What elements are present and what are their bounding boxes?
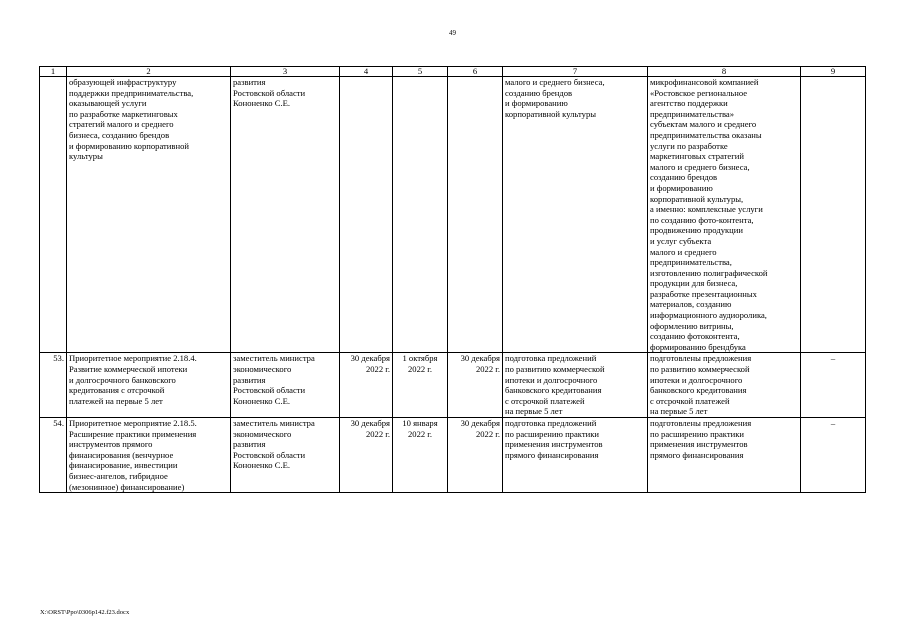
- cell-text-line: созданию брендов: [650, 172, 718, 183]
- cell-text-line: 2022 г.: [407, 364, 433, 375]
- cell-text-line: 30 декабря: [350, 418, 390, 428]
- actual-result-cell: [648, 353, 801, 418]
- cell-text-line: 53.: [53, 353, 64, 364]
- cell-text-line: развития: [233, 374, 266, 385]
- cell-text-line: культуры: [69, 151, 103, 162]
- cell-text-line: изготовлению полиграфической: [650, 267, 768, 278]
- expected-result-cell: [503, 353, 648, 418]
- notes-cell: [801, 353, 866, 418]
- row-number-cell: [40, 418, 67, 493]
- responsible-person-cell: [231, 353, 340, 418]
- cell-text-line: Кононенко С.Е.: [233, 98, 290, 109]
- activity-name-cell: [67, 77, 231, 353]
- responsible-person-cell: [231, 77, 340, 353]
- planned-date-cell: [340, 77, 393, 353]
- cell-text-line: 2022 г.: [475, 428, 500, 439]
- cell-text-line: малого и среднего бизнеса,: [650, 161, 750, 172]
- cell-text-line: продукции для бизнеса,: [650, 278, 738, 289]
- cell-text-line: корпоративной культуры,: [650, 193, 744, 204]
- table-row: [40, 418, 866, 493]
- footer-file-path: X:\ORST\Ppo\0306p142.f23.docx: [40, 609, 130, 616]
- cell-text-line: и формированию корпоративной: [69, 140, 189, 151]
- cell-text-line: (мезонинное) финансирование): [69, 481, 185, 492]
- cell-text-line: на первые 5 лет: [650, 406, 708, 417]
- table-row: [40, 353, 866, 418]
- cell-text-line: созданию фотоконтента,: [650, 331, 740, 342]
- cell-text-line: микрофинансовой компанией: [650, 77, 759, 87]
- cell-text-line: образующей инфраструктуру: [69, 77, 177, 87]
- end-date-cell: [448, 77, 503, 353]
- table-header-row: [40, 67, 866, 77]
- column-header-7: 7: [503, 67, 648, 77]
- actual-result-cell: [648, 77, 801, 353]
- cell-text-line: подготовлены предложения: [650, 353, 752, 364]
- cell-text-line: экономического: [233, 364, 292, 375]
- cell-text-line: малого и среднего: [650, 246, 717, 257]
- column-header-1: 1: [40, 67, 67, 77]
- cell-text-line: банковского кредитования: [505, 385, 602, 396]
- cell-text-line: 2022 г.: [365, 364, 390, 375]
- cell-text-line: 10 января: [402, 418, 438, 428]
- cell-text-line: экономического: [233, 428, 292, 439]
- cell-text-line: 30 декабря: [460, 418, 500, 428]
- cell-text-line: оформлению витрины,: [650, 320, 734, 331]
- cell-text-line: прямого финансирования: [505, 449, 599, 460]
- cell-text-line: по созданию фото-контента,: [650, 214, 754, 225]
- activity-name-cell: [67, 353, 231, 418]
- cell-text-line: ипотеки и долгосрочного: [505, 374, 598, 385]
- cell-text-line: 2022 г.: [365, 428, 390, 439]
- cell-text-line: ипотеки и долгосрочного: [650, 374, 743, 385]
- cell-text-line: –: [830, 353, 836, 364]
- cell-text-line: Приоритетное мероприятие 2.18.4.: [69, 353, 197, 364]
- cell-text-line: –: [830, 418, 836, 428]
- cell-text-line: финансирования (венчурное: [69, 449, 174, 460]
- column-header-4: 4: [340, 67, 393, 77]
- cell-text-line: 1 октября: [402, 353, 438, 364]
- cell-text-line: информационного аудиоролика,: [650, 310, 767, 321]
- notes-cell: [801, 77, 866, 353]
- cell-text-line: субъектам малого и среднего: [650, 119, 757, 130]
- column-header-9: 9: [801, 67, 866, 77]
- cell-text-line: Приоритетное мероприятие 2.18.5.: [69, 418, 197, 428]
- cell-text-line: подготовка предложений: [505, 418, 597, 428]
- planned-date-cell: [340, 353, 393, 418]
- cell-text-line: агентство поддержки: [650, 98, 728, 109]
- cell-text-line: Ростовской области: [233, 87, 306, 98]
- cell-text-line: подготовка предложений: [505, 353, 597, 364]
- row-number-cell: [40, 353, 67, 418]
- expected-result-cell: [503, 77, 648, 353]
- start-date-cell: [393, 418, 448, 493]
- cell-text-line: созданию брендов: [505, 87, 573, 98]
- cell-text-line: оказывающей услуги: [69, 98, 147, 109]
- cell-text-line: заместитель министра: [233, 353, 315, 364]
- cell-text-line: бизнес-ангелов, гибридное: [69, 470, 168, 481]
- expected-result-cell: [503, 418, 648, 493]
- cell-text-line: платежей на первые 5 лет: [69, 395, 163, 406]
- cell-text-line: предпринимательства оказаны: [650, 129, 762, 140]
- page-number: 49: [449, 29, 456, 37]
- column-header-6: 6: [448, 67, 503, 77]
- cell-text-line: корпоративной культуры: [505, 108, 597, 119]
- cell-text-line: и долгосрочного банковского: [69, 374, 176, 385]
- start-date-cell: [393, 77, 448, 353]
- cell-text-line: продвижению продукции: [650, 225, 743, 236]
- cell-text-line: с отсрочкой платежей: [650, 395, 730, 406]
- cell-text-line: Ростовской области: [233, 385, 306, 396]
- cell-text-line: 2022 г.: [407, 428, 433, 439]
- cell-text-line: прямого финансирования: [650, 449, 744, 460]
- cell-text-line: развития: [233, 77, 266, 87]
- cell-text-line: поддержки предпринимательства,: [69, 87, 194, 98]
- cell-text-line: Кононенко С.Е.: [233, 395, 290, 406]
- responsible-person-cell: [231, 418, 340, 493]
- column-header-2: 2: [67, 67, 231, 77]
- cell-text-line: по разработке маркетинговых: [69, 108, 178, 119]
- end-date-cell: [448, 418, 503, 493]
- cell-text-line: на первые 5 лет: [505, 406, 563, 417]
- column-header-8: 8: [648, 67, 801, 77]
- notes-cell: [801, 418, 866, 493]
- cell-text-line: применения инструментов: [650, 439, 748, 450]
- cell-text-line: 2022 г.: [475, 364, 500, 375]
- cell-text-line: предпринимательства»: [650, 108, 735, 119]
- column-header-5: 5: [393, 67, 448, 77]
- row-number-cell: [40, 77, 67, 353]
- cell-text-line: Развитие коммерческой ипотеки: [69, 364, 188, 375]
- cell-text-line: заместитель министра: [233, 418, 315, 428]
- cell-text-line: материалов, созданию: [650, 299, 732, 310]
- cell-text-line: малого и среднего бизнеса,: [505, 77, 605, 87]
- end-date-cell: [448, 353, 503, 418]
- cell-text-line: по развитию коммерческой: [650, 364, 750, 375]
- cell-text-line: по расширению практики: [650, 428, 744, 439]
- cell-text-line: применения инструментов: [505, 439, 603, 450]
- cell-text-line: 30 декабря: [350, 353, 390, 364]
- cell-text-line: а именно: комплексные услуги: [650, 204, 763, 215]
- cell-text-line: с отсрочкой платежей: [505, 395, 585, 406]
- cell-text-line: стратегий малого и среднего: [69, 119, 174, 130]
- cell-text-line: формированию брендбука: [650, 341, 746, 352]
- cell-text-line: по развитию коммерческой: [505, 364, 605, 375]
- cell-text-line: банковского кредитования: [650, 385, 747, 396]
- start-date-cell: [393, 353, 448, 418]
- cell-text-line: разработке презентационных: [650, 288, 757, 299]
- cell-text-line: маркетинговых стратегий: [650, 151, 744, 162]
- document-table: [39, 66, 866, 493]
- cell-text-line: 54.: [53, 418, 64, 428]
- cell-text-line: финансирование, инвестиции: [69, 460, 178, 471]
- cell-text-line: развития: [233, 439, 266, 450]
- column-header-3: 3: [231, 67, 340, 77]
- cell-text-line: «Ростовское региональное: [650, 87, 748, 98]
- cell-text-line: по расширению практики: [505, 428, 599, 439]
- planned-date-cell: [340, 418, 393, 493]
- cell-text-line: предпринимательства,: [650, 257, 732, 268]
- actual-result-cell: [648, 418, 801, 493]
- cell-text-line: и услуг субъекта: [650, 235, 712, 246]
- cell-text-line: инструментов прямого: [69, 439, 153, 450]
- cell-text-line: Кононенко С.Е.: [233, 460, 290, 471]
- cell-text-line: кредитования с отсрочкой: [69, 385, 165, 396]
- cell-text-line: подготовлены предложения: [650, 418, 752, 428]
- cell-text-line: бизнеса, созданию брендов: [69, 129, 170, 140]
- cell-text-line: услуги по разработке: [650, 140, 728, 151]
- cell-text-line: и формированию: [505, 98, 568, 109]
- cell-text-line: и формированию: [650, 182, 713, 193]
- activity-name-cell: [67, 418, 231, 493]
- table-row: [40, 77, 866, 353]
- cell-text-line: Ростовской области: [233, 449, 306, 460]
- cell-text-line: 30 декабря: [460, 353, 500, 364]
- cell-text-line: Расширение практики применения: [69, 428, 197, 439]
